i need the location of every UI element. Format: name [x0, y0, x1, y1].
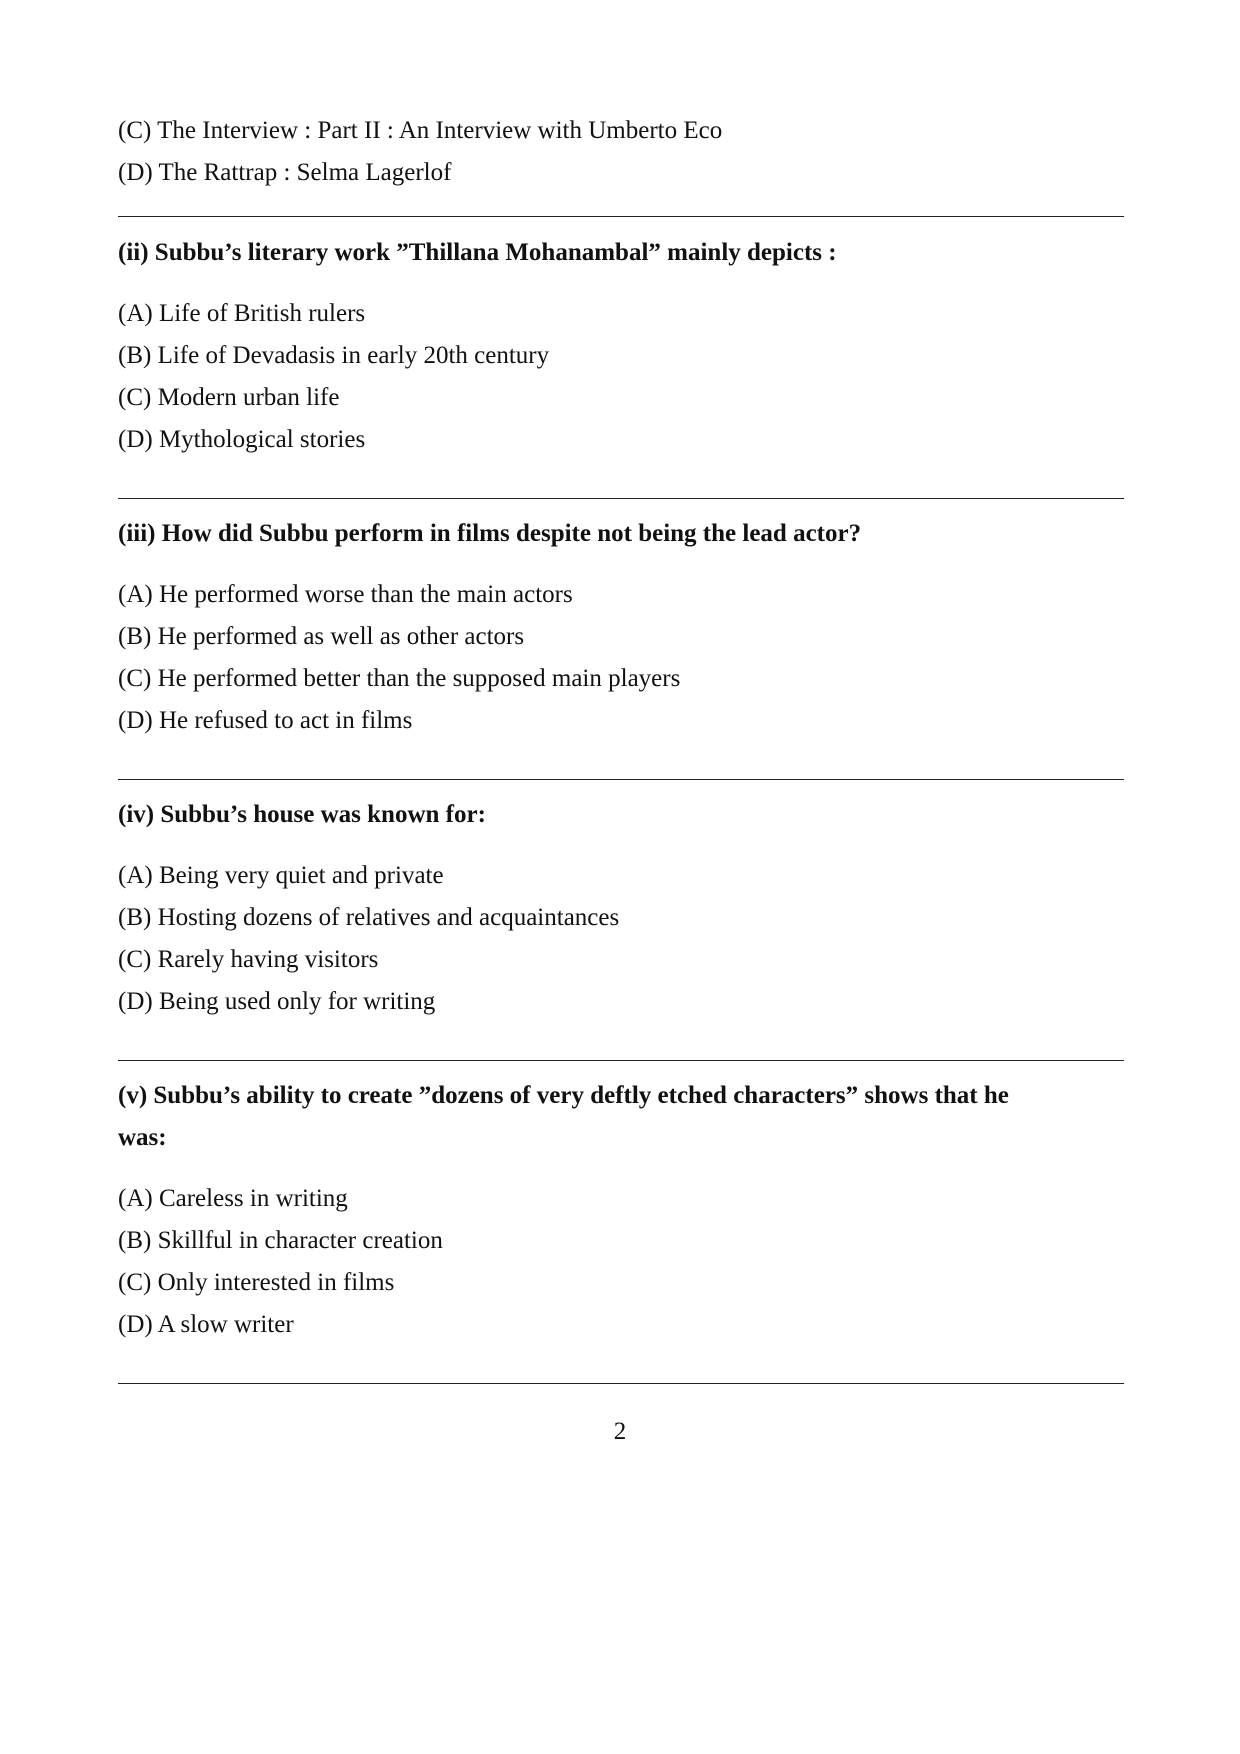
option-c: (C) Only interested in films: [118, 1269, 395, 1296]
question-v-continuation: was:: [118, 1124, 167, 1151]
option-a: (A) He performed worse than the main actors: [118, 581, 573, 608]
divider: [118, 779, 1124, 780]
divider: [118, 498, 1124, 499]
question-v: (v) Subbu’s ability to create ”dozens of very deftly etched characters” shows that he: [118, 1082, 1009, 1109]
option-b: (B) Hosting dozens of relatives and acquaintances: [118, 904, 620, 931]
prev-option-d: (D) The Rattrap : Selma Lagerlof: [118, 159, 452, 186]
option-b: (B) Skillful in character creation: [118, 1227, 443, 1254]
question-ii: (ii) Subbu’s literary work ”Thillana Mohanambal” mainly depicts :: [118, 239, 837, 266]
divider: [118, 1383, 1124, 1384]
option-b: (B) Life of Devadasis in early 20th century: [118, 342, 550, 369]
question-iv: (iv) Subbu’s house was known for:: [118, 801, 486, 828]
option-a: (A) Careless in writing: [118, 1185, 348, 1212]
option-d: (D) He refused to act in films: [118, 707, 413, 734]
option-d: (D) Mythological stories: [118, 426, 366, 453]
option-c: (C) Modern urban life: [118, 384, 340, 411]
divider: [118, 216, 1124, 217]
option-c: (C) He performed better than the supposed main players: [118, 665, 681, 692]
option-a: (A) Being very quiet and private: [118, 862, 444, 889]
page-number: 2: [613, 1418, 627, 1445]
option-b: (B) He performed as well as other actors: [118, 623, 525, 650]
question-iii: (iii) How did Subbu perform in films despite not being the lead actor?: [118, 520, 862, 547]
option-d: (D) Being used only for writing: [118, 988, 436, 1015]
option-d: (D) A slow writer: [118, 1311, 294, 1338]
option-a: (A) Life of British rulers: [118, 300, 366, 327]
divider: [118, 1060, 1124, 1061]
prev-option-c: (C) The Interview : Part II : An Interview with Umberto Eco: [118, 117, 723, 144]
option-c: (C) Rarely having visitors: [118, 946, 379, 973]
